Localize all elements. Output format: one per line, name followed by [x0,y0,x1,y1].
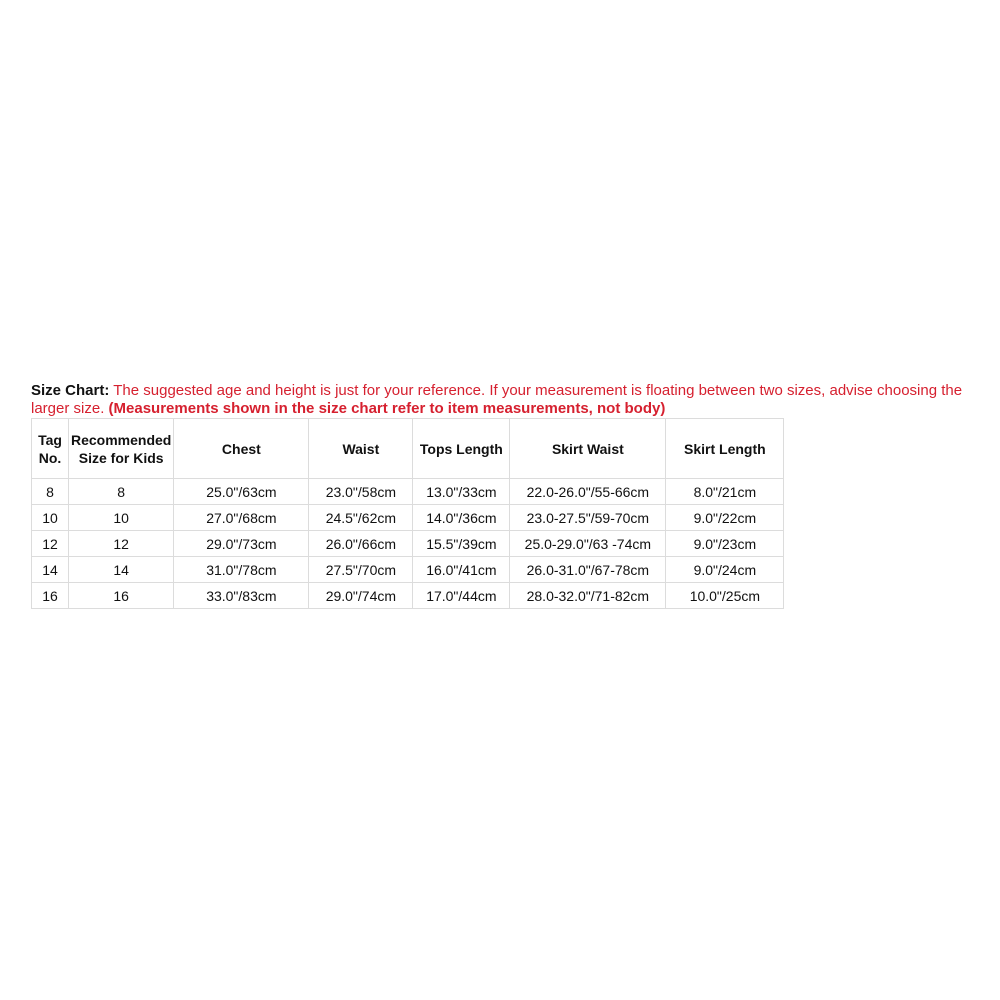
cell-waist: 29.0"/74cm [309,583,413,609]
cell-skirt-length: 9.0"/23cm [666,531,784,557]
size-chart-table [31,418,784,609]
table-row [32,531,784,557]
intro-bold-note: (Measurements shown in the size chart refer to item measurements, not body) [108,400,666,417]
cell-skirt-waist: 25.0-29.0"/63 -74cm [510,531,666,557]
cell-recommended-size: 16 [69,583,174,609]
cell-chest: 27.0"/68cm [174,505,309,531]
cell-tag-no: 16 [32,583,69,609]
cell-recommended-size: 14 [69,557,174,583]
cell-waist: 23.0"/58cm [309,479,413,505]
cell-skirt-waist: 28.0-32.0"/71-82cm [510,583,666,609]
cell-skirt-length: 8.0"/21cm [666,479,784,505]
cell-skirt-waist: 22.0-26.0"/55-66cm [510,479,666,505]
cell-chest: 25.0"/63cm [174,479,309,505]
cell-chest: 33.0"/83cm [174,583,309,609]
cell-skirt-waist: 26.0-31.0"/67-78cm [510,557,666,583]
cell-recommended-size: 8 [69,479,174,505]
table-row [32,479,784,505]
cell-tops-length: 15.5"/39cm [413,531,510,557]
cell-tops-length: 17.0"/44cm [413,583,510,609]
header-skirt-length: Skirt Length [666,419,784,479]
cell-tops-length: 13.0"/33cm [413,479,510,505]
cell-tag-no: 14 [32,557,69,583]
cell-tag-no: 8 [32,479,69,505]
cell-skirt-waist: 23.0-27.5"/59-70cm [510,505,666,531]
cell-skirt-length: 9.0"/22cm [666,505,784,531]
cell-recommended-size: 12 [69,531,174,557]
table-header-row [32,419,784,479]
cell-waist: 24.5"/62cm [309,505,413,531]
cell-tag-no: 12 [32,531,69,557]
cell-tag-no: 10 [32,505,69,531]
header-waist: Waist [309,419,413,479]
table-row [32,583,784,609]
cell-tops-length: 14.0"/36cm [413,505,510,531]
size-chart-intro [31,382,966,418]
cell-skirt-length: 10.0"/25cm [666,583,784,609]
cell-chest: 29.0"/73cm [174,531,309,557]
header-chest: Chest [174,419,309,479]
cell-chest: 31.0"/78cm [174,557,309,583]
header-tag-no: Tag No. [32,419,69,479]
intro-note: The suggested age and height is just for your reference. If your measurement is floating between two sizes, advise choosing the larger size. [31,382,963,417]
header-recommended-size: Recommended Size for Kids [69,419,174,479]
cell-recommended-size: 10 [69,505,174,531]
header-skirt-waist: Skirt Waist [510,419,666,479]
cell-waist: 27.5"/70cm [309,557,413,583]
cell-tops-length: 16.0"/41cm [413,557,510,583]
table-row [32,505,784,531]
table-row [32,557,784,583]
cell-waist: 26.0"/66cm [309,531,413,557]
intro-lead: Size Chart: [31,382,110,399]
header-tops-length: Tops Length [413,419,510,479]
cell-skirt-length: 9.0"/24cm [666,557,784,583]
